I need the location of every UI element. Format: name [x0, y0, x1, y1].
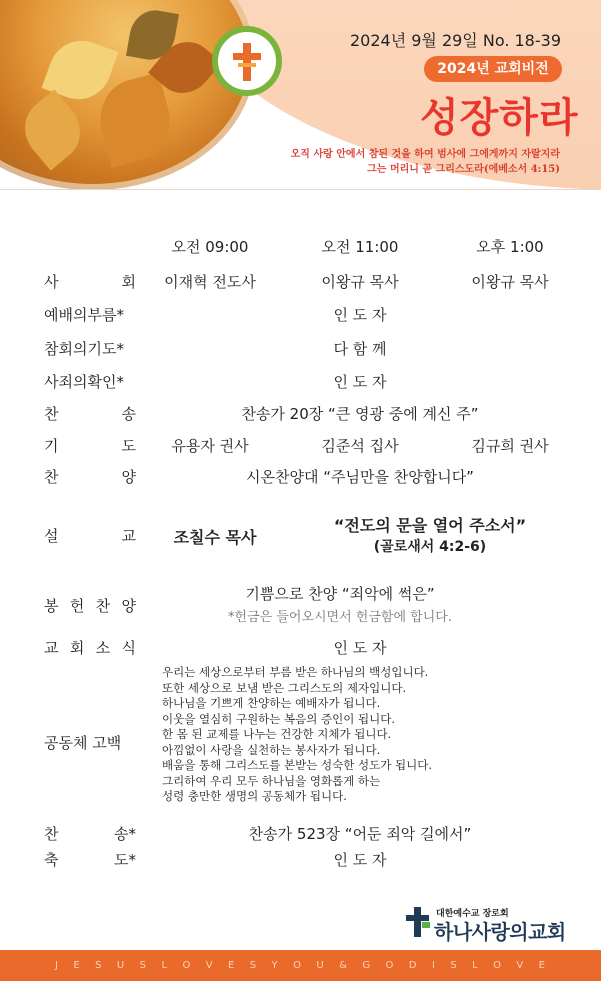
row-label-closing-hymn [44, 823, 136, 844]
label-char: 찬 [44, 825, 59, 843]
label-char: 축 [44, 851, 59, 869]
row-label-call-to-worship: 예배의부름* [44, 306, 124, 324]
cross-logo-icon [212, 26, 282, 96]
service-time-2: 오전 11:00 [321, 238, 399, 256]
prayer-1: 유용자 권사 [171, 437, 249, 455]
service-time-3: 오후 1:00 [476, 238, 544, 256]
label-char: 도* [114, 851, 136, 869]
row-label-prayer [44, 435, 136, 456]
label-char: 찬 [44, 405, 59, 423]
motto-letter: O [493, 960, 502, 971]
closing-hymn-value: 찬송가 523장 “어둔 죄악 길에서” [248, 825, 472, 843]
header-divider [0, 189, 601, 190]
motto-letter: V [516, 960, 525, 971]
church-cross-icon [404, 906, 432, 938]
confession-line: 이웃을 열심히 구원하는 복음의 증인이 됩니다. [162, 711, 396, 726]
motto-letter: E [228, 960, 236, 971]
confession-line: 한 몸 된 교제를 나누는 건강한 지체가 됩니다. [162, 727, 392, 741]
label-char: 회 [121, 273, 136, 291]
vision-badge: 2024년 교회비전 [424, 56, 562, 82]
row-label-confession-prayer: 참회의기도* [44, 340, 124, 358]
row-label-presider [44, 271, 136, 292]
photo-frame-ring [0, 0, 255, 190]
motto-letter: L [161, 960, 169, 971]
motto-letter: S [450, 960, 458, 971]
row-label-offering [44, 595, 136, 616]
confession-line: 우리는 세상으로부터 부름 받은 하나님의 백성입니다. [162, 665, 429, 679]
label-char: 찬 [95, 597, 111, 615]
hymn-value: 찬송가 20장 “큰 영광 중에 계신 주” [241, 405, 479, 423]
motto-letter: G [362, 960, 372, 971]
label-char: 찬 [44, 468, 59, 486]
motto-letter: U [116, 960, 126, 971]
theme-verse-line-2: 그는 머리니 곧 그리스도라(에베소서 4:15) [367, 164, 560, 175]
presider-1: 이재혁 전도사 [164, 273, 256, 291]
church-logo [404, 906, 574, 944]
vision-slogan: 성장하라 [420, 95, 579, 141]
label-char: 교 [121, 527, 136, 545]
motto-letter: D [408, 960, 418, 971]
motto-letter: U [316, 960, 325, 971]
row-label-anthem [44, 466, 136, 487]
motto-letter: E [73, 960, 81, 971]
denomination-label: 대한예수교 장로회 [436, 909, 509, 919]
label-char: 봉 [44, 597, 59, 615]
service-time-1: 오전 09:00 [171, 238, 249, 256]
confession-line: 배움을 통해 그리스도를 본받는 성숙한 성도가 됩니다. [162, 758, 432, 772]
assurance-value: 인 도 자 [333, 373, 387, 391]
benediction-value: 인 도 자 [333, 851, 387, 869]
label-char: 설 [44, 527, 59, 545]
label-char: 도 [121, 437, 136, 455]
presider-2: 이왕규 목사 [321, 273, 399, 291]
row-label-hymn [44, 403, 136, 424]
row-label-sermon [44, 525, 136, 546]
motto-letter: V [205, 960, 214, 971]
prayer-3: 김규희 권사 [471, 437, 549, 455]
label-char: 송* [114, 825, 136, 843]
motto-letter: J [55, 960, 59, 971]
bulletin-header [0, 0, 601, 190]
label-char: 양 [121, 468, 136, 486]
label-char: 헌 [69, 597, 85, 615]
bulletin-date-number: 2024년 9월 29일 No. 18-39 [349, 31, 561, 50]
motto-letter: & [339, 960, 348, 971]
motto-letter: S [249, 960, 258, 971]
row-label-news [44, 637, 136, 658]
offering-note: *헌금은 들어오시면서 헌금함에 합니다. [228, 610, 452, 625]
sermon-preacher: 조칠수 목사 [173, 528, 257, 547]
confession-prayer-value: 다 함 께 [333, 340, 387, 358]
confession-line: 하나님을 기쁘게 찬양하는 예배자가 됩니다. [162, 696, 381, 710]
sermon-scripture: (골로새서 4:2-6) [373, 539, 487, 555]
motto-letter: S [95, 960, 103, 971]
label-char: 사 [44, 273, 59, 291]
label-char: 회 [69, 639, 85, 657]
call-to-worship-value: 인 도 자 [333, 306, 387, 324]
church-name: 하나사랑의교회 [434, 920, 566, 944]
sermon-title: “전도의 문을 열어 주소서” [333, 516, 527, 535]
label-char: 교 [44, 639, 59, 657]
prayer-2: 김준석 집사 [321, 437, 399, 455]
label-char: 식 [121, 639, 136, 657]
footer-motto-bar [0, 950, 601, 981]
anthem-value: 시온찬양대 “주님만을 찬양합니다” [246, 468, 474, 486]
offering-value: 기쁨으로 찬양 “죄악에 썩은” [245, 585, 435, 603]
motto-letter: I [431, 960, 436, 971]
motto-letter: O [293, 960, 302, 971]
community-confession-text [162, 665, 432, 805]
motto-letter: Y [271, 960, 279, 971]
news-value: 인 도 자 [333, 639, 387, 657]
theme-verse-line-1: 오직 사랑 안에서 참된 것을 하여 범사에 그에게까지 자랄지라 [290, 149, 560, 160]
confession-line: 성령 충만한 생명의 공동체가 됩니다. [162, 789, 347, 803]
row-label-community-confession: 공동체 고백 [44, 734, 122, 752]
label-char: 소 [95, 639, 111, 657]
motto-letter: S [139, 960, 148, 971]
label-char: 송 [121, 405, 136, 423]
motto-letter: O [385, 960, 395, 971]
motto-letter: O [182, 960, 192, 971]
motto-letter: E [538, 960, 546, 971]
label-char: 양 [121, 597, 136, 615]
motto-letter: L [472, 960, 479, 971]
confession-line: 아낌없이 사랑을 실천하는 봉사자가 됩니다. [162, 742, 381, 757]
confession-line: 또한 세상으로 보냄 받은 그리스도의 제자입니다. [162, 680, 407, 695]
row-label-assurance: 사죄의확인* [44, 373, 124, 391]
confession-line: 그리하여 우리 모두 하나님을 영화롭게 하는 [162, 773, 381, 788]
row-label-benediction [44, 849, 136, 870]
presider-3: 이왕규 목사 [471, 273, 549, 291]
label-char: 기 [44, 437, 59, 455]
